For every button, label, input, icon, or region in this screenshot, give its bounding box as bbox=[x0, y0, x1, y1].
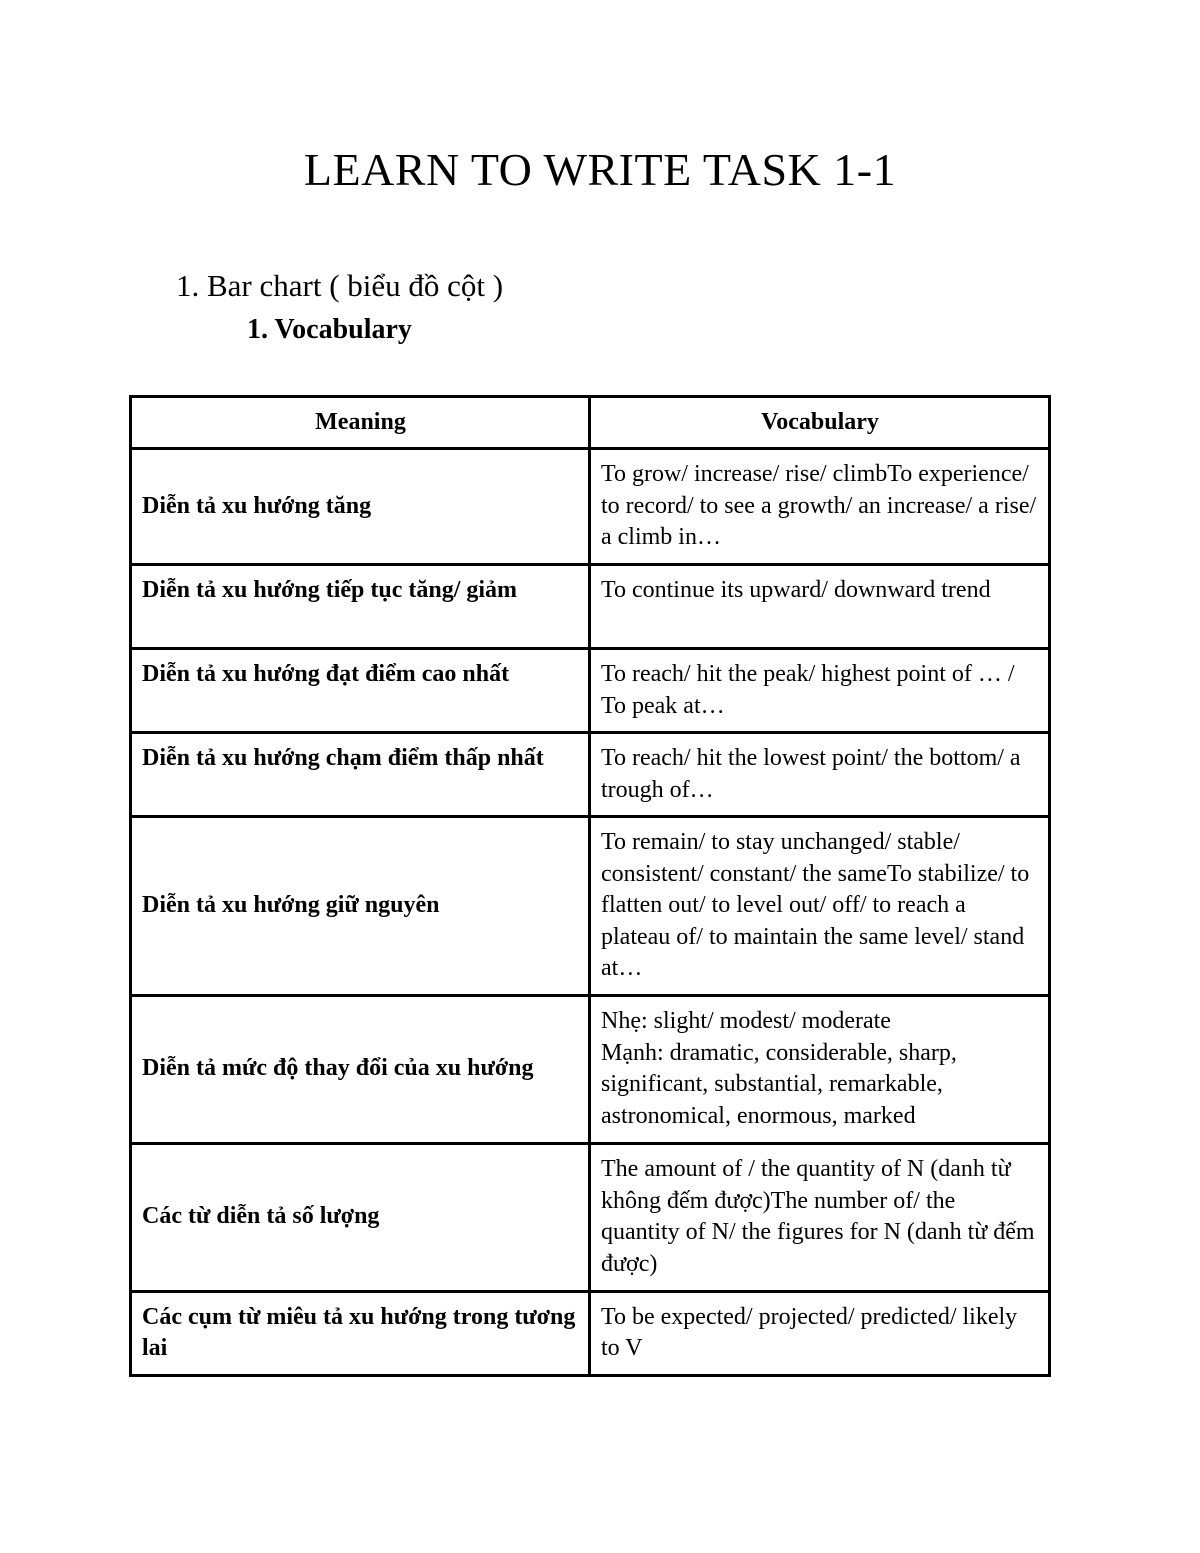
table-row bbox=[131, 817, 1050, 996]
meaning-cell: Diễn tả xu hướng giữ nguyên bbox=[131, 817, 590, 996]
meaning-cell: Diễn tả xu hướng đạt điểm cao nhất bbox=[131, 649, 590, 733]
vocabulary-cell bbox=[590, 649, 1050, 733]
meaning-cell: Các cụm từ miêu tả xu hướng trong tương lai bbox=[131, 1291, 590, 1375]
meaning-cell: Diễn tả mức độ thay đổi của xu hướng bbox=[131, 995, 590, 1143]
table-row bbox=[131, 1291, 1050, 1375]
table-row bbox=[131, 565, 1050, 649]
vocabulary-line: To reach/ hit the lowest point/ the bottom/ a trough of… bbox=[601, 745, 1021, 803]
section-heading: 1. Bar chart ( biểu đồ cột ) bbox=[176, 268, 504, 303]
vocabulary-cell bbox=[590, 565, 1050, 649]
vocabulary-line: To reach/ hit the peak/ highest point of … / To peak at… bbox=[601, 661, 1015, 719]
column-header-vocabulary: Vocabulary bbox=[590, 397, 1050, 449]
vocabulary-cell bbox=[590, 733, 1050, 817]
vocabulary-cell bbox=[590, 995, 1050, 1143]
vocabulary-line: To remain/ to stay unchanged/ stable/ consistent/ constant/ the sameTo stabilize/ to flatten out/ to level out/ off/ to reach a plateau of/ to maintain the same level/ stand at… bbox=[601, 829, 1030, 981]
vocabulary-line: To grow/ increase/ rise/ climbTo experience/ to record/ to see a growth/ an increase/ a rise/ a climb in… bbox=[601, 461, 1037, 551]
column-header-meaning: Meaning bbox=[131, 397, 590, 449]
vocabulary-cell bbox=[590, 449, 1050, 565]
meaning-cell: Diễn tả xu hướng tăng bbox=[131, 449, 590, 565]
table-header-row bbox=[131, 397, 1050, 449]
vocabulary-line: To be expected/ projected/ predicted/ likely to V bbox=[601, 1303, 1018, 1361]
vocabulary-line: The amount of / the quantity of N (danh từ không đếm được)The number of/ the quantity of N/ the figures for N (danh từ đếm được) bbox=[601, 1156, 1035, 1277]
table-row bbox=[131, 649, 1050, 733]
vocabulary-cell bbox=[590, 1291, 1050, 1375]
vocabulary-line: Nhẹ: slight/ modest/ moderate bbox=[601, 1008, 891, 1034]
vocabulary-table bbox=[129, 395, 1051, 1377]
table-row bbox=[131, 995, 1050, 1143]
vocabulary-cell bbox=[590, 817, 1050, 996]
vocabulary-line: To continue its upward/ downward trend bbox=[601, 577, 991, 603]
sub-heading: 1. Vocabulary bbox=[247, 314, 412, 345]
meaning-cell: Diễn tả xu hướng tiếp tục tăng/ giảm bbox=[131, 565, 590, 649]
table-row bbox=[131, 733, 1050, 817]
table-row bbox=[131, 1143, 1050, 1291]
table-row bbox=[131, 449, 1050, 565]
page-title: LEARN TO WRITE TASK 1-1 bbox=[303, 144, 897, 195]
vocabulary-line: Mạnh: dramatic, considerable, sharp, significant, substantial, remarkable, astronomical, enormous, marked bbox=[601, 1039, 957, 1129]
meaning-cell: Diễn tả xu hướng chạm điểm thấp nhất bbox=[131, 733, 590, 817]
meaning-cell: Các từ diễn tả số lượng bbox=[131, 1143, 590, 1291]
vocabulary-cell bbox=[590, 1143, 1050, 1291]
